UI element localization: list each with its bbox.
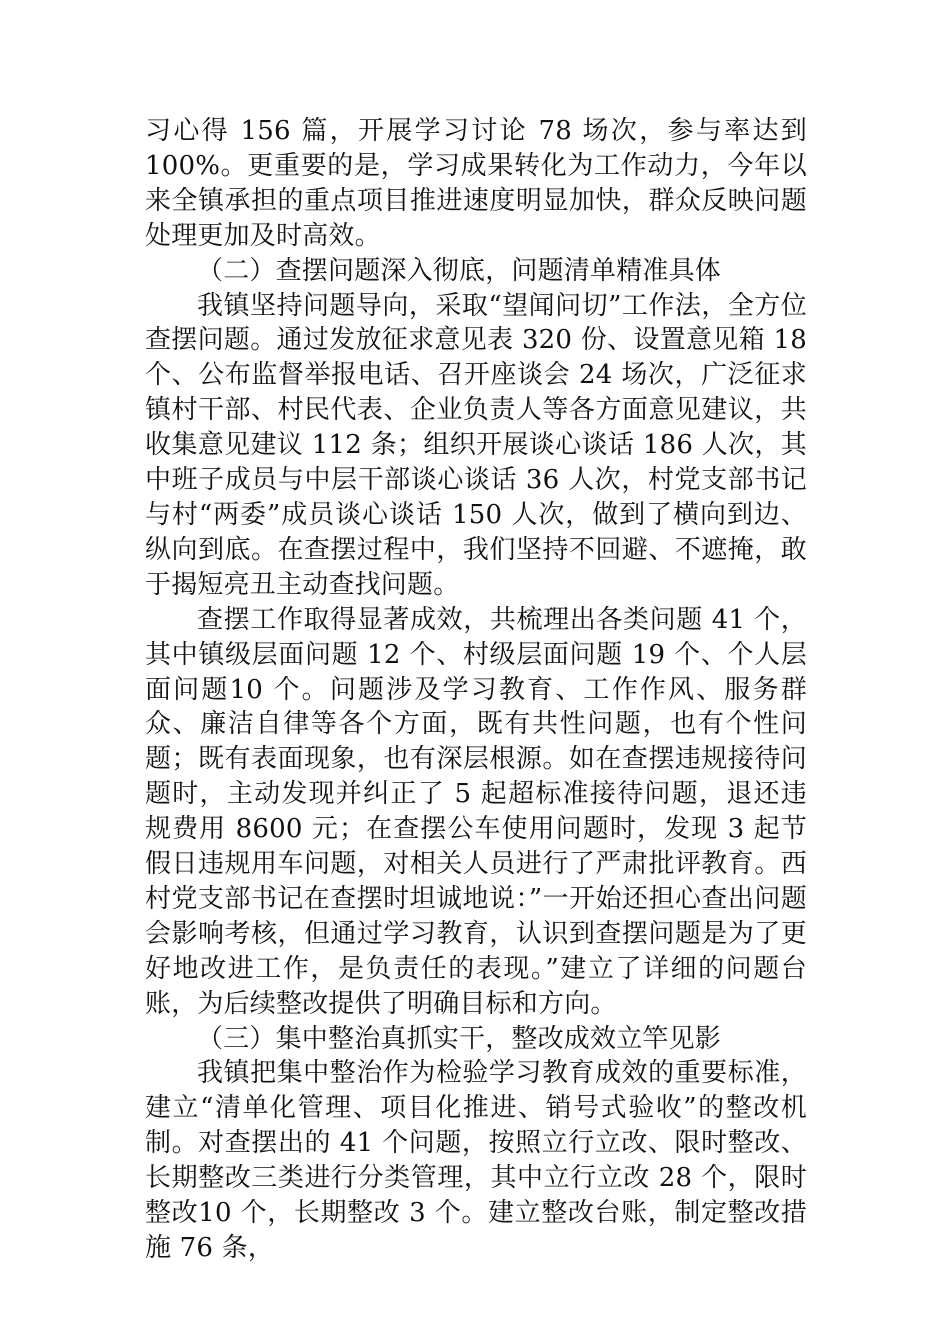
paragraph-continuation: 习心得 156 篇，开展学习讨论 78 场次，参与率达到100%。更重要的是，学习成果转化为工作动力，今年以来全镇承担的重点项目推进速度明显加快，群众反映问题处理更加及时高效。 [145, 116, 807, 251]
paragraph-problem-finding: 我镇坚持问题导向，采取“望闻问切”工作法，全方位查摆问题。通过发放征求意见表 320 份、设置意见箱 18 个、公布监督举报电话、召开座谈会 24 场次，广泛征求镇村干部、村民代表、企业负责人等各方面意见建议，共收集意见建议 112 条；组织开展谈心谈话 186 人次，其中班子成员与中层干部谈心谈话 36 人次，村党支部书记与村“两委”成员谈心谈话 150 人次，做到了横向到边、纵向到底。在查摆过程中，我们坚持不回避、不遮掩，敢于揭短亮丑主动查找问题。 [145, 290, 807, 600]
section-heading-2: （二）查摆问题深入彻底，问题清单精准具体 [197, 255, 722, 286]
section-heading-3: （三）集中整治真抓实干，整改成效立竿见影 [197, 1023, 722, 1054]
document-body [145, 114, 807, 1266]
paragraph-rectification: 我镇把集中整治作为检验学习教育成效的重要标准，建立“清单化管理、项目化推进、销号式验收”的整改机制。对查摆出的 41 个问题，按照立行立改、限时整改、长期整改三类进行分类管理，其中立行立改 28 个，限时整改10 个，长期整改 3 个。建立整改台账，制定整改措施 76 条， [145, 1058, 807, 1263]
paragraph-problem-results: 查摆工作取得显著成效，共梳理出各类问题 41 个，其中镇级层面问题 12 个、村级层面问题 19 个、个人层面问题10 个。问题涉及学习教育、工作作风、服务群众、廉洁自律等各个方面，既有共性问题，也有个性问题；既有表面现象，也有深层根源。如在查摆违规接待问题时，主动发现并纠正了 5 起超标准接待问题，退还违规费用 8600 元；在查摆公车使用问题时，发现 3 起节假日违规用车问题，对相关人员进行了严肃批评教育。西村党支部书记在查摆时坦诚地说：”一开始还担心查出问题会影响考核，但通过学习教育，认识到查摆问题是为了更好地改进工作，是负责任的表现。”建立了详细的问题台账，为后续整改提供了明确目标和方向。 [145, 604, 807, 1019]
